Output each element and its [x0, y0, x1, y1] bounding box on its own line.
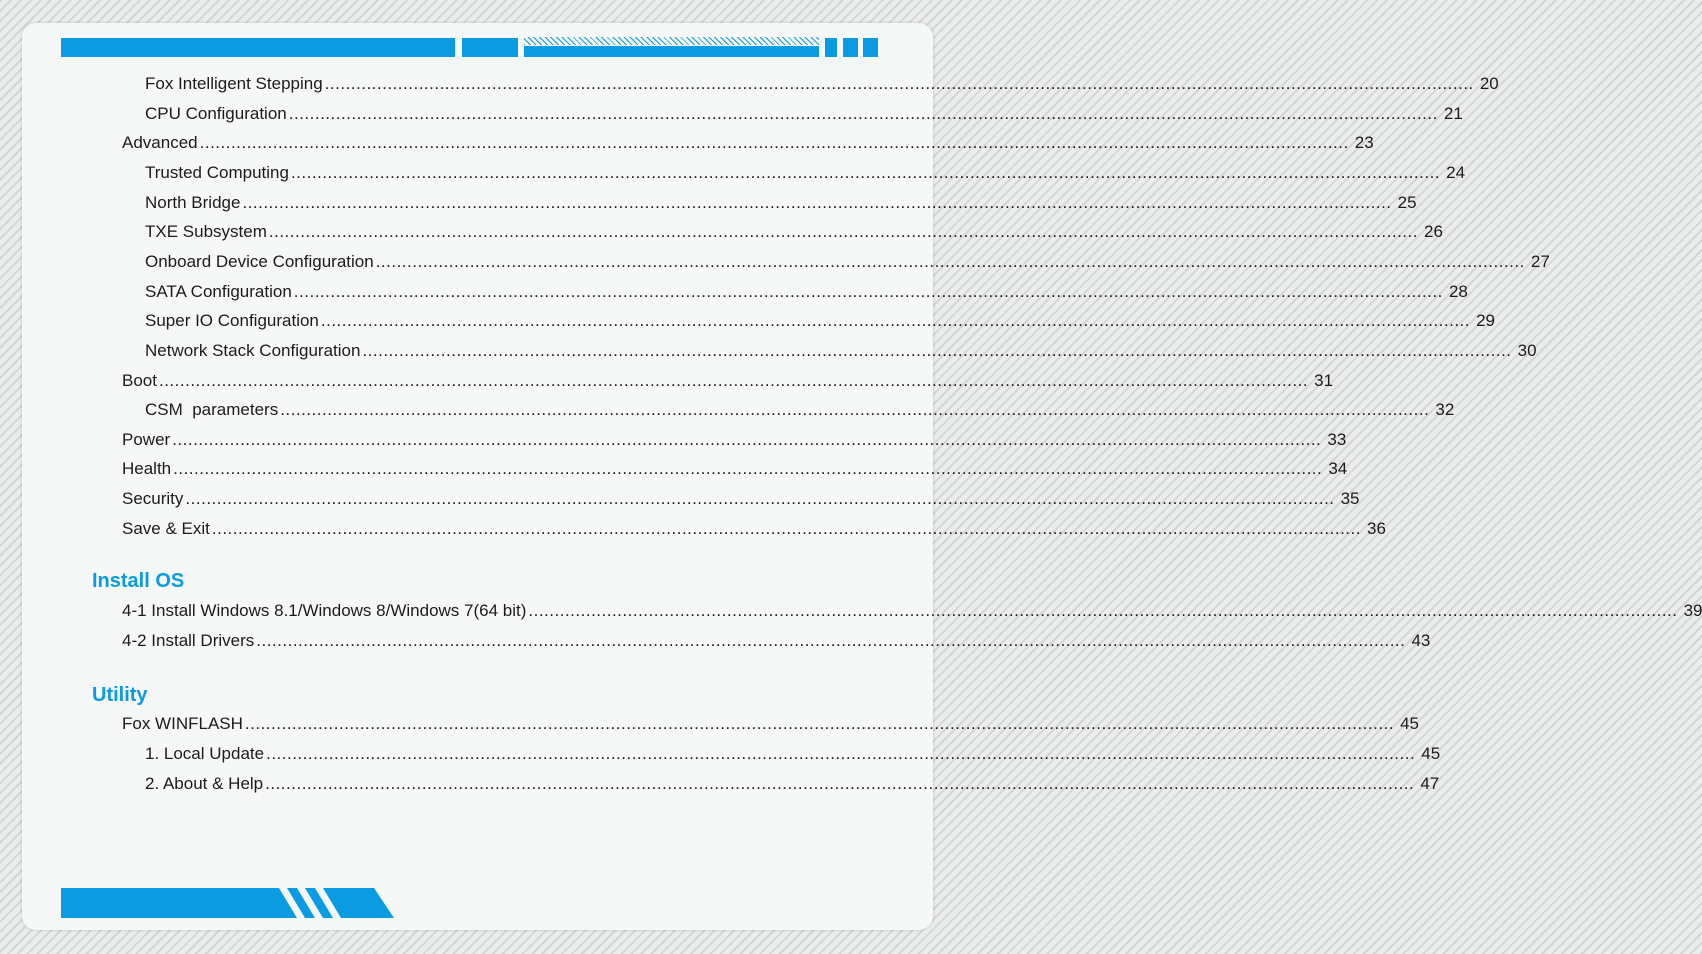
- toc-entry[interactable]: [122, 369, 1334, 391]
- toc-entry-label: Security: [122, 489, 184, 509]
- toc-entry-label: 1. Local Update: [145, 744, 265, 763]
- toc-entry[interactable]: [145, 250, 1550, 272]
- toc-dot-leader: ............................................................................................................................................................................................................................: [293, 281, 1443, 301]
- toc-entry[interactable]: [145, 72, 1499, 94]
- toc-entry-page-number: 43: [1411, 631, 1431, 650]
- toc-entry-page-number: 26: [1424, 222, 1443, 242]
- toc-entry-page-number: 27: [1530, 251, 1550, 271]
- toc-entry-label: Boot: [122, 370, 157, 390]
- toc-entry-page-number: 25: [1397, 192, 1417, 212]
- section-title-install-os: Install OS: [92, 570, 185, 592]
- toc-entry-label: Fox WINFLASH: [122, 714, 243, 733]
- toc-dot-leader: ............................................................................................................................................................................................................................: [266, 744, 1416, 763]
- toc-dot-leader: ............................................................................................................................................................................................................................: [199, 133, 1349, 153]
- toc-entry-page-number: 36: [1367, 518, 1386, 538]
- toc-dot-leader: ............................................................................................................................................................................................................................: [290, 162, 1441, 182]
- toc-dot-leader: ............................................................................................................................................................................................................................: [158, 370, 1309, 390]
- toc-entry-page-number: 32: [1435, 400, 1455, 420]
- toc-entry[interactable]: [145, 220, 1443, 242]
- section-title-utility: Utility: [92, 684, 148, 706]
- toc-dot-leader: ............................................................................................................................................................................................................................: [265, 774, 1415, 793]
- toc-dot-leader: ............................................................................................................................................................................................................................: [268, 222, 1418, 242]
- toc-dot-leader: ............................................................................................................................................................................................................................: [242, 192, 1392, 212]
- toc-dot-leader: ............................................................................................................................................................................................................................: [185, 489, 1335, 509]
- toc-entry[interactable]: [145, 772, 1440, 794]
- header-bar-main: [61, 38, 455, 57]
- toc-entry-label: 4-2 Install Drivers: [122, 631, 255, 650]
- toc-entry[interactable]: [145, 102, 1463, 124]
- toc-entry[interactable]: [122, 517, 1386, 539]
- toc-dot-leader: ............................................................................................................................................................................................................................: [362, 340, 1512, 360]
- toc-entry[interactable]: [145, 339, 1537, 361]
- toc-entry-page-number: 47: [1420, 774, 1440, 793]
- header-square-1: [825, 38, 837, 57]
- toc-entry-label: Save & Exit: [122, 518, 210, 538]
- toc-entry-page-number: 24: [1446, 162, 1466, 182]
- toc-entry[interactable]: [145, 309, 1495, 331]
- toc-entry[interactable]: [122, 131, 1374, 153]
- toc-entry-page-number: 39: [1683, 601, 1702, 620]
- toc-dot-leader: ............................................................................................................................................................................................................................: [375, 251, 1525, 271]
- header-hatch-stripe: [524, 37, 819, 45]
- toc-dot-leader: ............................................................................................................................................................................................................................: [288, 103, 1438, 123]
- toc-entry-page-number: 29: [1476, 311, 1495, 331]
- toc-entry-label: Power: [122, 429, 171, 449]
- toc-dot-leader: ............................................................................................................................................................................................................................: [173, 459, 1323, 479]
- toc-entry-label: Health: [122, 459, 172, 479]
- toc-entry[interactable]: [145, 280, 1468, 302]
- toc-entry-label: Super IO Configuration: [145, 311, 319, 331]
- toc-entry-page-number: 45: [1400, 714, 1419, 733]
- toc-dot-leader: ............................................................................................................................................................................................................................: [211, 518, 1361, 538]
- header-square-2: [843, 38, 858, 57]
- header-bar-thin: [524, 46, 819, 57]
- toc-entry-page-number: 21: [1443, 103, 1463, 123]
- toc-entry-label: TXE Subsystem: [145, 222, 267, 242]
- toc-entry[interactable]: [122, 599, 1702, 621]
- toc-entry-page-number: 20: [1479, 74, 1499, 93]
- toc-dot-leader: ............................................................................................................................................................................................................................: [256, 631, 1406, 650]
- toc-entry-label: CSM parameters: [145, 400, 279, 420]
- toc-entry-label: Fox Intelligent Stepping: [145, 74, 323, 93]
- toc-entry[interactable]: [145, 161, 1466, 183]
- toc-dot-leader: ............................................................................................................................................................................................................................: [324, 74, 1474, 93]
- toc-entry-label: CPU Configuration: [145, 103, 287, 123]
- toc-entry-label: 4-1 Install Windows 8.1/Windows 8/Windows 7(64 bit): [122, 601, 527, 620]
- toc-entry[interactable]: [145, 191, 1417, 213]
- toc-entry-label: Trusted Computing: [145, 162, 289, 182]
- header-bar-block: [462, 38, 518, 57]
- toc-entry-page-number: 45: [1421, 744, 1441, 763]
- header-square-3: [863, 38, 878, 57]
- toc-entry-label: North Bridge: [145, 192, 241, 212]
- toc-entry-label: Advanced: [122, 133, 198, 153]
- toc-dot-leader: ............................................................................................................................................................................................................................: [172, 429, 1322, 449]
- toc-entry[interactable]: [122, 629, 1431, 651]
- toc-entry[interactable]: [145, 398, 1455, 420]
- toc-entry-page-number: 31: [1314, 370, 1334, 390]
- toc-entry-label: 2. About & Help: [145, 774, 264, 793]
- toc-entry[interactable]: [122, 487, 1360, 509]
- toc-entry[interactable]: [145, 742, 1441, 764]
- toc-entry-label: Network Stack Configuration: [145, 340, 361, 360]
- toc-entry-page-number: 28: [1448, 281, 1468, 301]
- toc-entry-label: SATA Configuration: [145, 281, 292, 301]
- toc-entry-page-number: 35: [1340, 489, 1360, 509]
- toc-entry[interactable]: [122, 712, 1419, 734]
- footer-bar-graphic: [61, 888, 394, 918]
- toc-entry-page-number: 30: [1517, 340, 1537, 360]
- toc-entry-page-number: 23: [1354, 133, 1374, 153]
- toc-dot-leader: ............................................................................................................................................................................................................................: [528, 601, 1678, 620]
- toc-dot-leader: ............................................................................................................................................................................................................................: [320, 311, 1470, 331]
- toc-dot-leader: ............................................................................................................................................................................................................................: [244, 714, 1394, 733]
- toc-entry-page-number: 34: [1328, 459, 1348, 479]
- toc-entry[interactable]: [122, 457, 1348, 479]
- toc-dot-leader: ............................................................................................................................................................................................................................: [280, 400, 1430, 420]
- toc-entry[interactable]: [122, 428, 1347, 450]
- toc-entry-label: Onboard Device Configuration: [145, 251, 374, 271]
- toc-entry-page-number: 33: [1327, 429, 1347, 449]
